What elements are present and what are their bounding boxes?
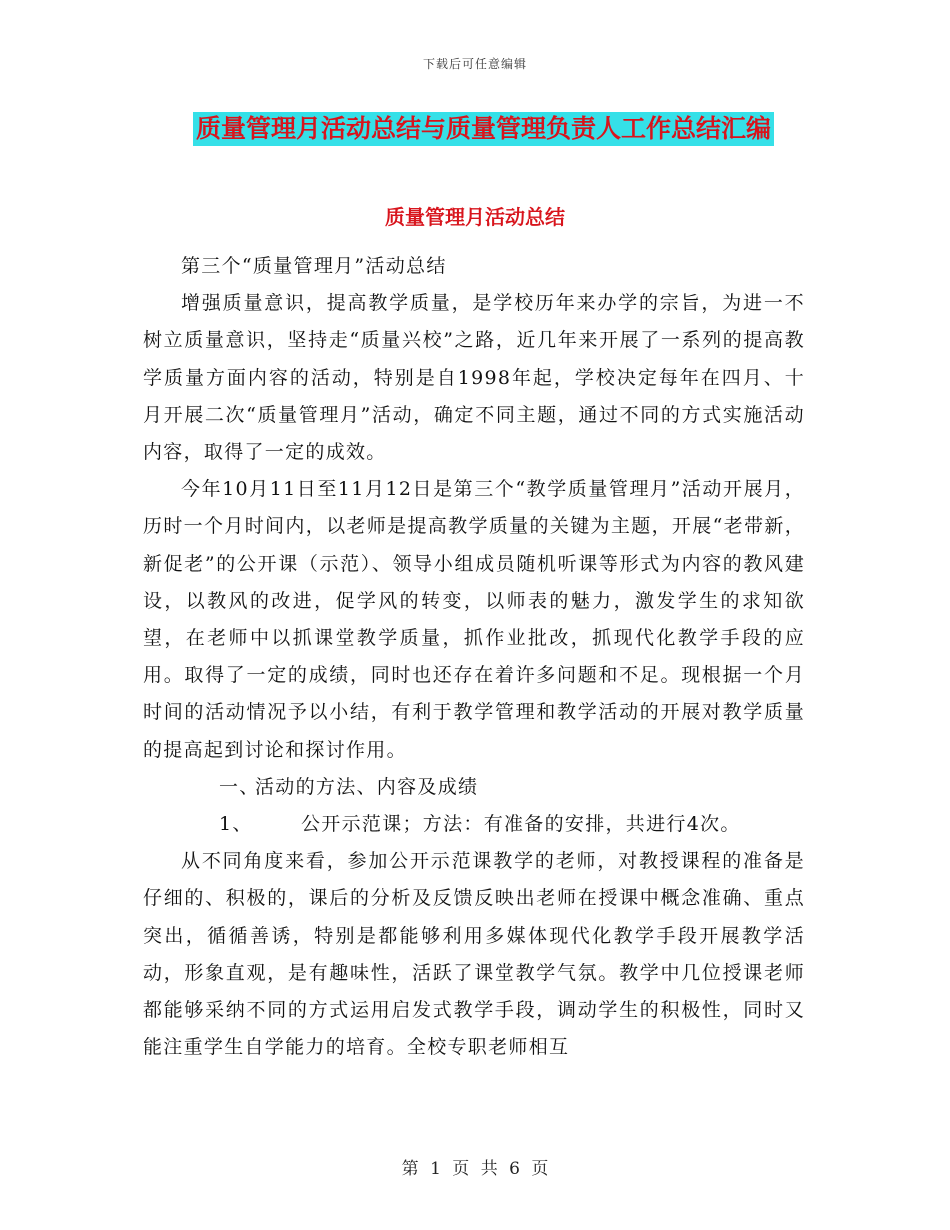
paragraph-overview: 今年10月11日至11月12日是第三个“教学质量管理月”活动开展月，历时一个月时间内，以老师是提高教学质量的关键为主题，开展“老带新，新促老”的公开课（示范）、领导小组成员随机听课等形式为内容的教风建设，以教风的改进，促学风的转变，以师表的魅力，激发学生的求知欲望，在老师中以抓课堂教学质量，抓作业批改，抓现代化教学手段的应用。取得了一定的成绩，同时也还存在着许多问题和不足。现根据一个月时间的活动情况予以小结，有利于教学管理和教学活动的开展对教学质量的提高起到讨论和探讨作用。 (143, 478, 805, 761)
subsection-heading-1 (143, 806, 805, 843)
header-note: 下载后可任意编辑 (422, 57, 527, 71)
paragraph-open-class: 从不同角度来看，参加公开示范课教学的老师，对教授课程的准备是仔细的、积极的，课后的分析及反馈反映出老师在授课中概念准确、重点突出，循循善诱，特别是都能够利用多媒体现代化教学手段开展教学活动，形象直观，是有趣味性，活跃了课堂教学气氛。教学中几位授课老师都能够采纳不同的方式运用启发式教学手段，调动学生的积极性，同时又能注重学生自学能力的培育。全校专职老师相互 (143, 850, 805, 1059)
section-title: 质量管理月活动总结 (385, 205, 565, 229)
paragraph-intro: 增强质量意识，提高教学质量，是学校历年来办学的宗旨，为进一不树立质量意识，坚持走“质量兴校”之路，近几年来开展了一系列的提高教学质量方面内容的活动，特别是自1998年起，学校决定每年在四月、十月开展二次“质量管理月”活动，确定不同主题，通过不同的方式实施活动内容，取得了一定的成效。 (143, 292, 805, 464)
section-number: 一、 (219, 775, 260, 798)
page-footer: 第 1 页 共 6 页 (401, 1159, 549, 1179)
subsection-number: 1、 (219, 813, 253, 836)
section-heading-text: 活动的方法、内容及成绩 (255, 775, 479, 798)
subsection-heading-text: 公开示范课；方法：有准备的安排，共进行4次。 (301, 813, 741, 836)
main-title-wrap (193, 112, 803, 146)
section-heading-1 (143, 769, 805, 806)
main-title: 质量管理月活动总结与质量管理负责人工作总结汇编 (193, 112, 774, 146)
body-text (143, 248, 805, 1066)
paragraph-heading-activity: 第三个“质量管理月”活动总结 (181, 255, 447, 277)
